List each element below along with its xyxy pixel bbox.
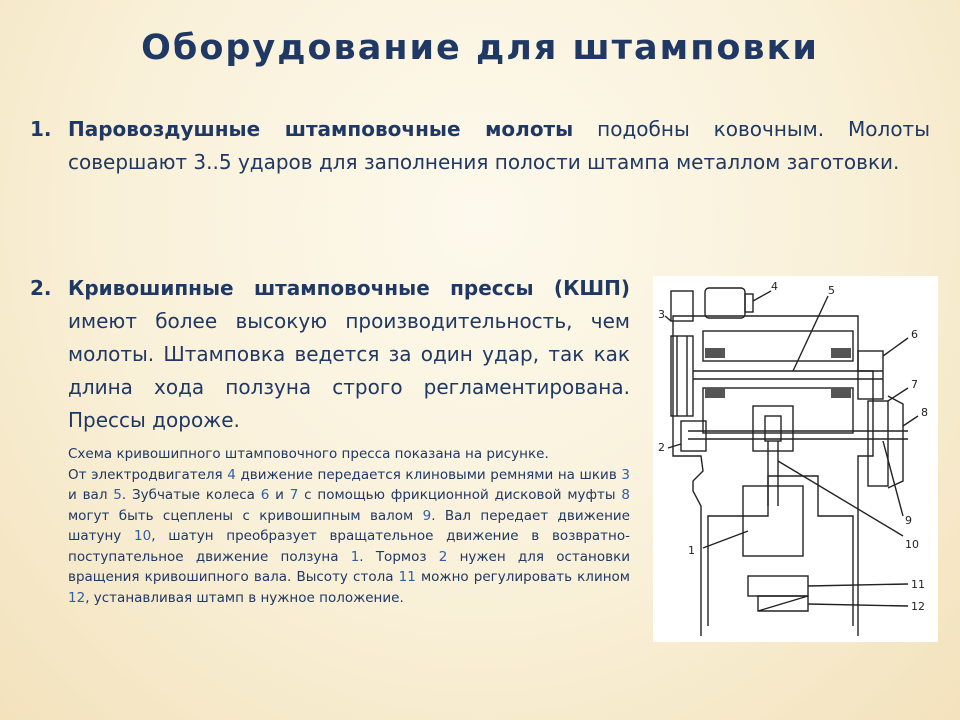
label-4: 4 bbox=[771, 280, 778, 293]
figure-description bbox=[68, 444, 630, 608]
press-diagram bbox=[653, 276, 938, 642]
label-8: 8 bbox=[921, 406, 928, 419]
list-item-body: имеют более высокую производительность, чем молоты. Штамповка ведется за один удар, так как длина хода ползуна строго регламентирована. Прессы дороже. bbox=[68, 309, 630, 432]
list-item-text bbox=[68, 272, 630, 437]
list-number: 1. bbox=[30, 117, 52, 141]
label-12: 12 bbox=[911, 600, 925, 613]
list-item-body: подобны ковочным. Молоты совершают 3..5 ударов для заполнения полости штампа металлом заготовки. bbox=[68, 117, 931, 174]
list-item-bold: Паровоздушные штамповочные молоты bbox=[68, 117, 574, 141]
list-item-bold: Кривошипные штамповочные прессы (КШП) bbox=[68, 276, 630, 300]
label-3: 3 bbox=[658, 308, 665, 321]
press-schematic-svg bbox=[653, 276, 938, 642]
list-number: 2. bbox=[30, 276, 52, 300]
list-item-text bbox=[68, 113, 930, 179]
figure-caption: Схема кривошипного штамповочного пресса показана на рисунке. bbox=[68, 446, 549, 462]
slide-title: Оборудование для штамповки bbox=[141, 28, 819, 68]
label-11: 11 bbox=[911, 578, 925, 591]
label-1: 1 bbox=[688, 544, 695, 557]
label-2: 2 bbox=[658, 441, 665, 454]
label-5: 5 bbox=[828, 284, 835, 297]
label-6: 6 bbox=[911, 328, 918, 341]
label-10: 10 bbox=[905, 538, 919, 551]
label-7: 7 bbox=[911, 378, 918, 391]
description-body: От электродвигателя 4 движение передается клиновыми ремнями на шкив 3 и вал 5. Зубчатые колеса 6 и 7 с помощью фрикционной дисковой муфты 8 могут быть сцеплены с кривошипным валом 9. Вал передает движение шатуну 10, шатун преобразует вращательное движение в возвратно-поступательное движение ползуна 1. Тормоз 2 нужен для остановки вращения кривошипного вала. Высоту стола 11 можно регулировать клином 12, устанавливая штамп в нужное положение. bbox=[68, 466, 631, 606]
label-9: 9 bbox=[905, 514, 912, 527]
